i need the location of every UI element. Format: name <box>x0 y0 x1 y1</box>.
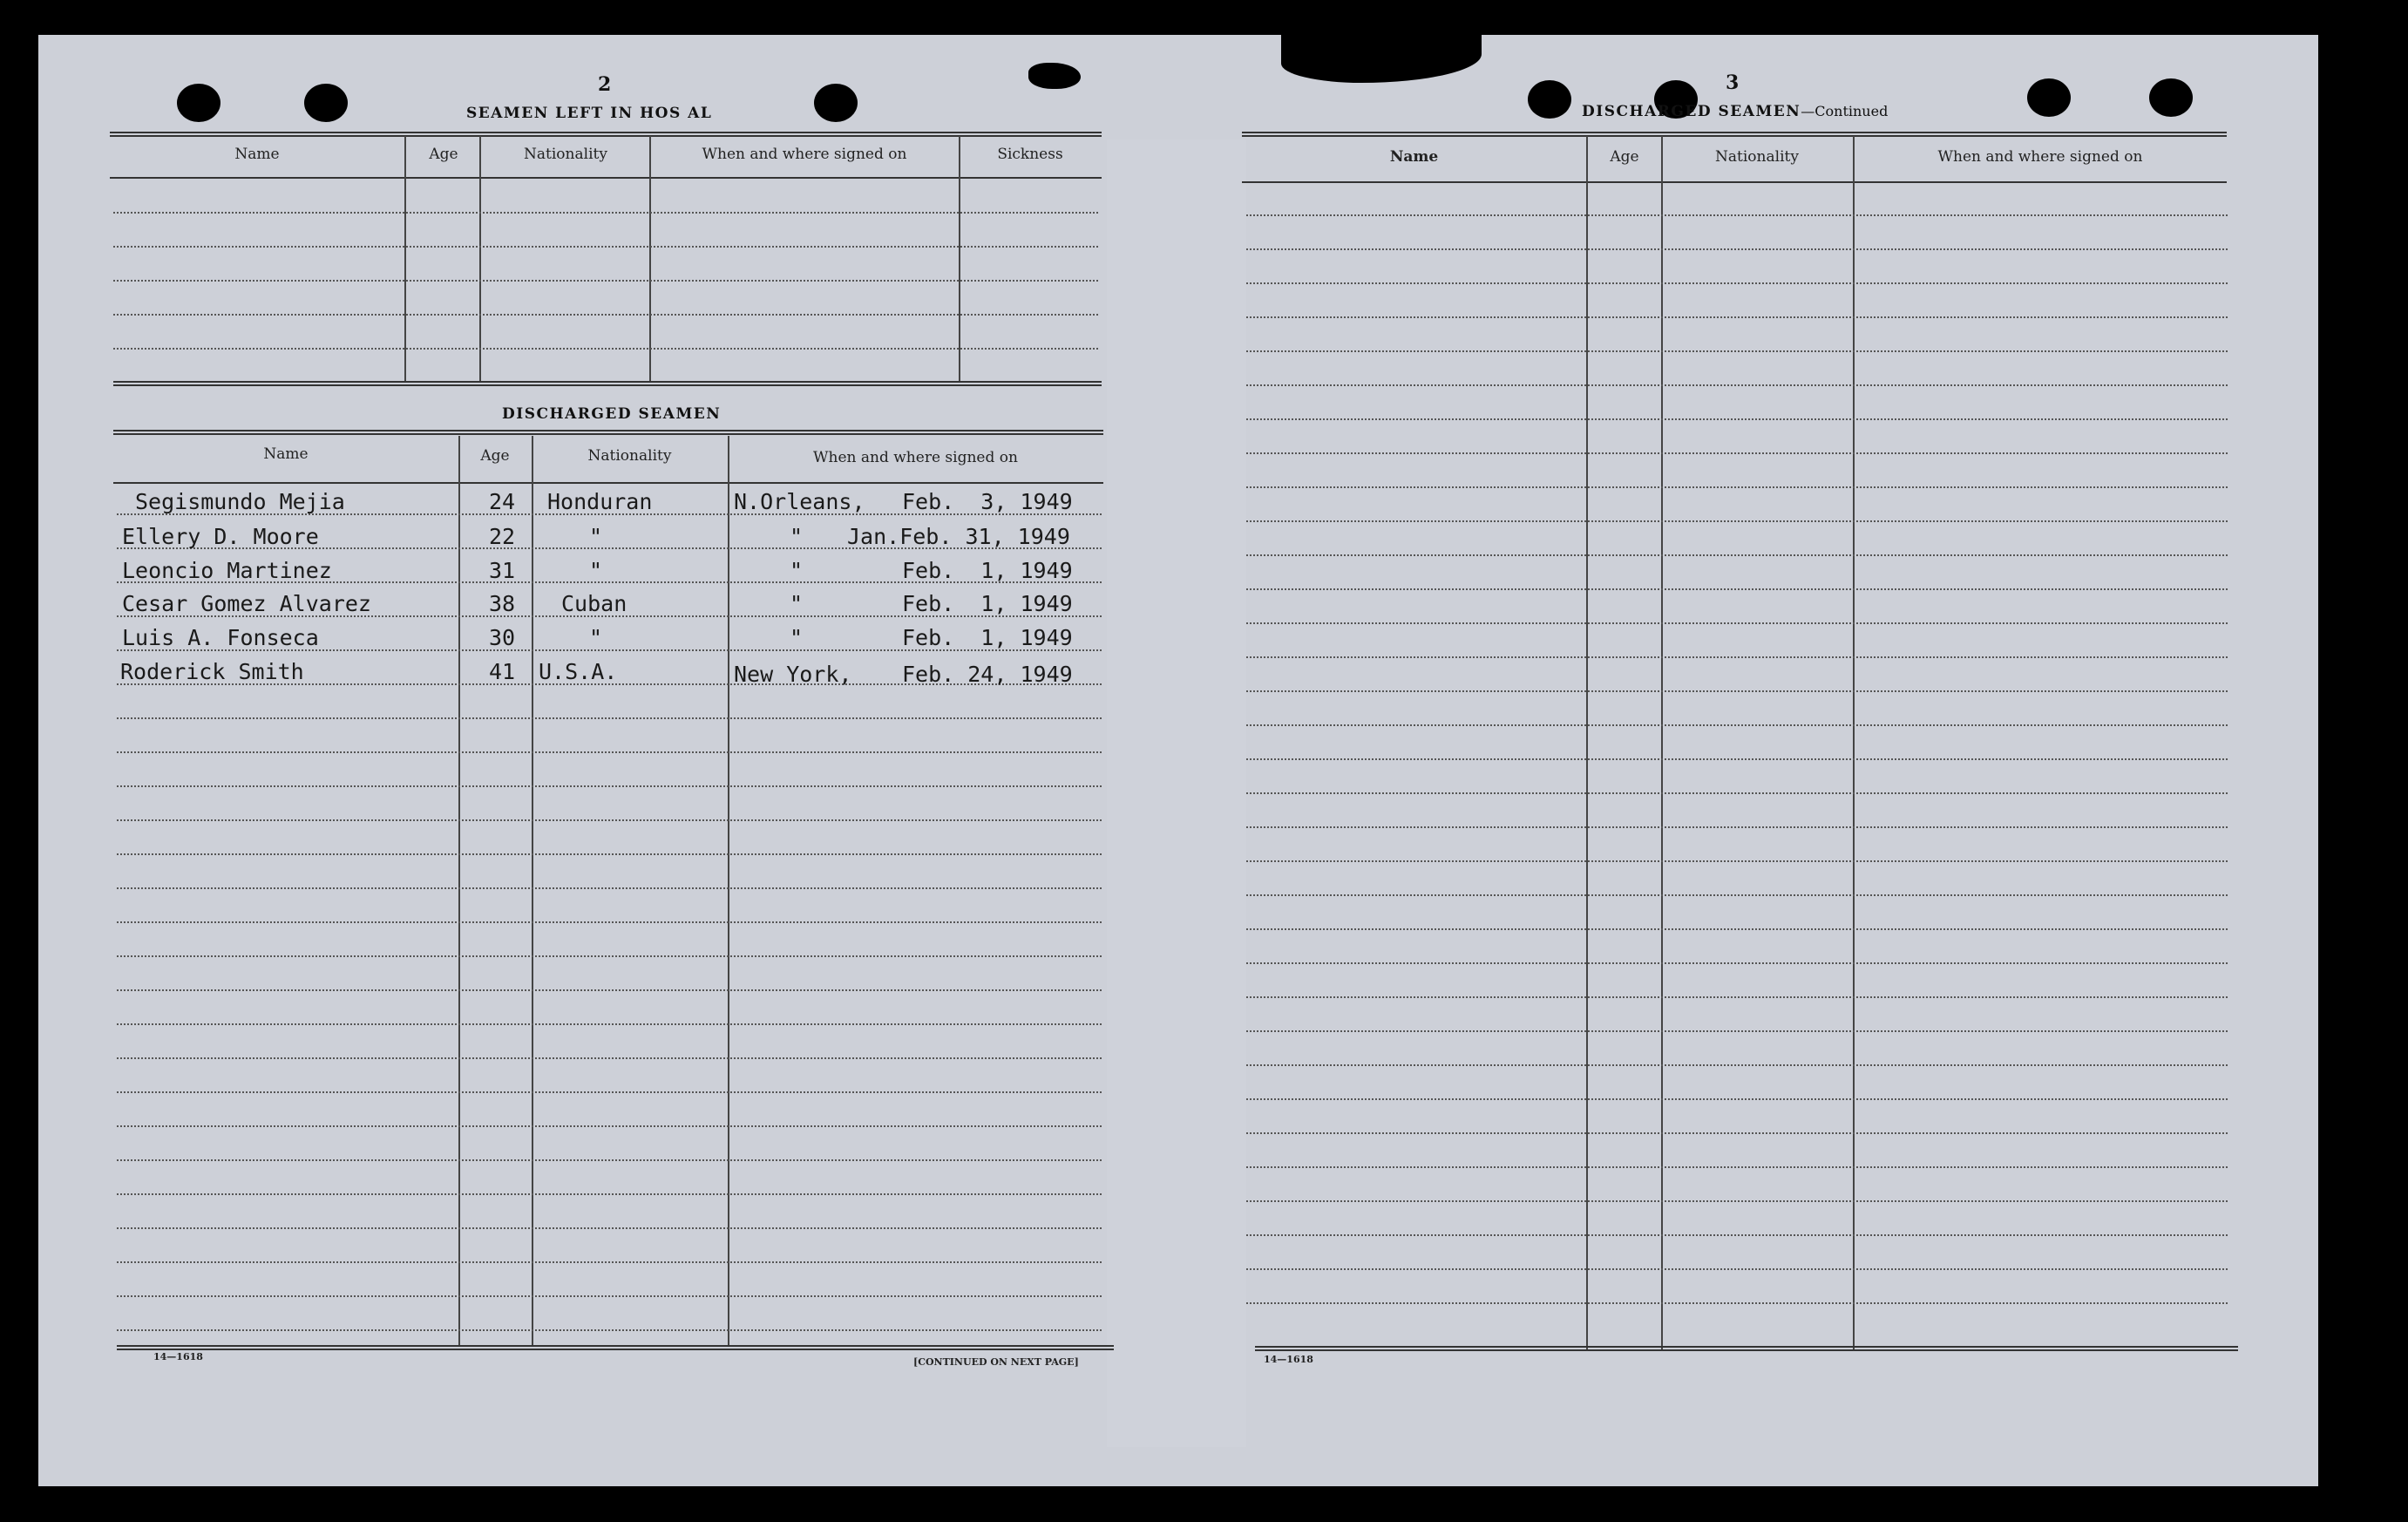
dotted-row-line <box>1246 690 2228 692</box>
punch-hole <box>814 84 858 122</box>
dotted-row-line <box>117 1295 1102 1297</box>
dotted-row-line <box>117 921 1102 923</box>
dotted-row-line <box>1246 1030 2228 1032</box>
page-number: 2 <box>598 73 612 96</box>
dotted-row-line <box>113 212 1098 214</box>
section-title-discharged-continued <box>1582 103 1888 120</box>
dotted-row-line <box>117 1125 1102 1127</box>
dotted-row-line <box>1246 826 2228 828</box>
dotted-row-line <box>1246 928 2228 930</box>
signed-on-date: Jan.Feb. 31, 1949 <box>847 524 1070 549</box>
column-divider <box>458 436 460 1347</box>
signed-on-place: " <box>790 524 804 549</box>
dotted-row-line <box>1246 724 2228 726</box>
dotted-row-line <box>1246 1234 2228 1236</box>
column-header-nationality: Nationality <box>1715 148 1799 166</box>
punch-hole <box>177 84 220 122</box>
column-divider <box>532 436 533 1347</box>
form-number: 14—1618 <box>1264 1354 1313 1365</box>
seaman-name: Cesar Gomez Alvarez <box>122 591 371 616</box>
column-divider <box>649 136 651 382</box>
signed-on-date: Feb. 3, 1949 <box>902 489 1073 514</box>
torn-edge <box>1028 63 1081 89</box>
header-rule <box>1242 181 2227 183</box>
seaman-age: 24 <box>489 489 516 514</box>
seaman-nationality: " <box>589 558 603 583</box>
dotted-row-line <box>117 785 1102 787</box>
dotted-row-line <box>117 955 1102 957</box>
dotted-row-line <box>1246 996 2228 998</box>
table-bottom-rule <box>1255 1346 2238 1351</box>
dotted-row-line <box>113 246 1098 248</box>
dotted-row-line <box>1246 384 2228 386</box>
dotted-row-line <box>113 280 1098 282</box>
dotted-row-line <box>1246 860 2228 862</box>
signed-on-place: " <box>790 625 804 650</box>
seaman-age: 41 <box>489 659 516 684</box>
seaman-name: Segismundo Mejia <box>135 489 345 514</box>
dotted-row-line <box>113 348 1098 350</box>
seaman-age: 30 <box>489 625 516 650</box>
dotted-row-line <box>117 1023 1102 1025</box>
punch-hole <box>2149 78 2193 117</box>
seaman-name: Luis A. Fonseca <box>122 625 319 650</box>
seaman-nationality: " <box>589 524 603 549</box>
column-header-signed-on: When and where signed on <box>1937 148 2143 166</box>
dotted-row-line <box>113 314 1098 316</box>
column-divider <box>728 436 729 1347</box>
punch-hole <box>2027 78 2071 117</box>
seaman-age: 22 <box>489 524 516 549</box>
dotted-row-line <box>117 1057 1102 1059</box>
column-header-nationality: Nationality <box>587 447 672 465</box>
dotted-row-line <box>1246 1132 2228 1134</box>
seaman-age: 31 <box>489 558 516 583</box>
seaman-name: Leoncio Martinez <box>122 558 332 583</box>
dotted-row-line <box>117 1159 1102 1161</box>
column-header-signed-on: When and where signed on <box>813 449 1018 466</box>
continued-note: [CONTINUED ON NEXT PAGE] <box>913 1356 1079 1368</box>
dotted-row-line <box>1246 588 2228 590</box>
signed-on-date: Feb. 1, 1949 <box>902 558 1073 583</box>
column-header-age: Age <box>429 146 458 163</box>
punch-hole <box>1528 80 1571 119</box>
dotted-row-line <box>117 1227 1102 1229</box>
seaman-nationality: Honduran <box>547 489 653 514</box>
dotted-row-line <box>117 1193 1102 1195</box>
header-rule <box>110 177 1102 179</box>
dotted-row-line <box>1246 554 2228 556</box>
column-header-signed-on: When and where signed on <box>702 146 907 163</box>
section-title-suffix: —Continued <box>1801 103 1889 119</box>
column-header-name: Name <box>1389 148 1439 166</box>
dotted-row-line <box>1246 418 2228 420</box>
seaman-name: Roderick Smith <box>120 659 304 684</box>
dotted-row-line <box>1246 1166 2228 1168</box>
table-top-rule <box>1242 132 2227 137</box>
punch-hole <box>304 84 348 122</box>
form-number: 14—1618 <box>153 1351 203 1362</box>
table-bottom-rule <box>117 1345 1114 1350</box>
dotted-row-line <box>1246 1064 2228 1066</box>
dotted-row-line <box>1246 622 2228 624</box>
seaman-nationality: U.S.A. <box>539 659 618 684</box>
dotted-row-line <box>1246 350 2228 352</box>
page-number: 3 <box>1726 71 1740 94</box>
column-divider <box>404 136 406 382</box>
column-header-name: Name <box>234 146 280 163</box>
column-header-name: Name <box>263 445 309 463</box>
header-rule <box>113 482 1103 484</box>
seaman-nationality: Cuban <box>561 591 627 616</box>
dotted-row-line <box>1246 792 2228 794</box>
dotted-row-line <box>117 989 1102 991</box>
column-divider <box>959 136 960 382</box>
column-divider <box>479 136 481 382</box>
dotted-row-line <box>1246 758 2228 760</box>
signed-on-place: N.Orleans, <box>734 489 865 514</box>
seaman-name: Ellery D. Moore <box>122 524 319 549</box>
dotted-row-line <box>117 1329 1102 1331</box>
table-bottom-rule <box>113 381 1102 386</box>
column-header-age: Age <box>1610 148 1639 166</box>
dotted-row-line <box>1246 1268 2228 1270</box>
dotted-row-line <box>1246 486 2228 488</box>
dotted-row-line <box>1246 656 2228 658</box>
dotted-row-line <box>1246 1098 2228 1100</box>
seaman-nationality: " <box>589 625 603 650</box>
signed-on-place: " <box>790 558 804 583</box>
dotted-row-line <box>117 717 1102 719</box>
table-top-rule <box>110 132 1102 137</box>
seaman-age: 38 <box>489 591 516 616</box>
dotted-row-line <box>117 819 1102 821</box>
signed-on-place: New York, <box>734 662 852 687</box>
dotted-row-line <box>1246 894 2228 896</box>
dotted-row-line <box>1246 520 2228 522</box>
dotted-row-line <box>1246 316 2228 318</box>
column-header-age: Age <box>480 447 510 465</box>
section-title: DISCHARGED SEAMEN <box>1582 103 1801 120</box>
signed-on-date: Feb. 24, 1949 <box>902 662 1073 687</box>
signed-on-place: " <box>790 591 804 616</box>
signed-on-date: Feb. 1, 1949 <box>902 625 1073 650</box>
dotted-row-line <box>1246 452 2228 454</box>
dotted-row-line <box>1246 214 2228 216</box>
page-gutter <box>1107 139 1246 1447</box>
dotted-row-line <box>117 751 1102 753</box>
dotted-row-line <box>1246 1200 2228 1202</box>
dotted-row-line <box>117 1091 1102 1093</box>
dotted-row-line <box>117 1261 1102 1263</box>
table-top-rule <box>113 430 1103 435</box>
dotted-row-line <box>117 887 1102 889</box>
dotted-row-line <box>1246 1302 2228 1304</box>
column-header-nationality: Nationality <box>524 146 607 163</box>
section-title-hospital: SEAMEN LEFT IN HOS AL <box>466 105 713 122</box>
section-title-discharged: DISCHARGED SEAMEN <box>502 405 722 423</box>
dotted-row-line <box>1246 962 2228 964</box>
dotted-row-line <box>1246 248 2228 250</box>
column-header-sickness: Sickness <box>997 146 1063 163</box>
dotted-row-line <box>117 853 1102 855</box>
signed-on-date: Feb. 1, 1949 <box>902 591 1073 616</box>
dotted-row-line <box>1246 282 2228 284</box>
